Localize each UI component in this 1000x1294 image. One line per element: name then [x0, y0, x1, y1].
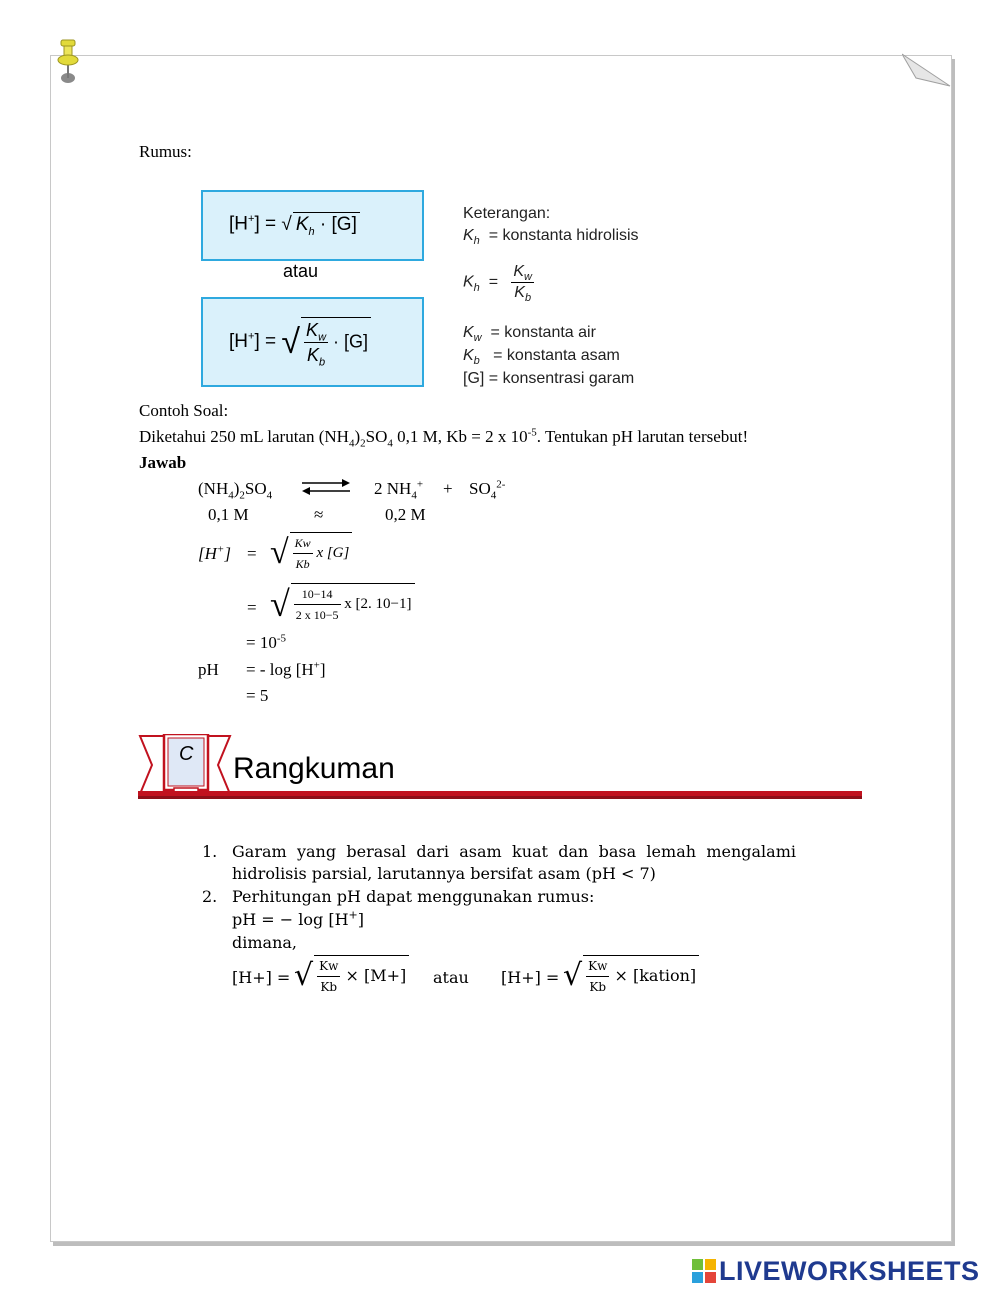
sum-f1-num: Kw [317, 956, 340, 977]
rumus-label: Rumus: [139, 142, 192, 161]
box1-eq: ] = [254, 213, 277, 235]
keterangan-title: Keterangan: [463, 205, 551, 222]
q-p5: SO [365, 427, 388, 446]
page-curl-icon [902, 52, 952, 88]
keterangan-kb [463, 346, 620, 366]
section-letter: C [179, 743, 194, 765]
equilibrium-arrow-icon [300, 478, 352, 496]
summary-formula1-lhs: [H+] = [232, 968, 291, 987]
summary-item2-line3: dimana, [232, 933, 297, 952]
summary-formula2-root: √ $\frac{Kw}{Kb}$ × [kation] [563, 955, 699, 997]
sum-f1-rest: × [M+] [345, 966, 407, 985]
ket-kb-b: b [524, 292, 532, 305]
calc-xg: x [G] [316, 544, 350, 561]
sum-f1-den: Kb [320, 980, 338, 994]
sum-f2-num: Kw [586, 956, 609, 977]
q-p3: ) [354, 427, 361, 446]
ket-k1: K [463, 227, 474, 244]
summary-item2-num: 2. [202, 887, 218, 906]
keterangan-kh [463, 226, 639, 246]
box2-plus: + [248, 330, 255, 343]
box2-h: [H [229, 331, 248, 353]
box2-w-sub: w [318, 331, 327, 344]
ket-kb-text: = konstanta asam [493, 347, 620, 364]
ket-kb-k: K [514, 284, 525, 301]
keterangan-g: [G] = konsentrasi garam [463, 370, 635, 387]
summary-formula2-lhs: [H+] = [501, 968, 560, 987]
ket-k4: K [463, 347, 474, 364]
summary-item2-line2: pH = − log [H+] [232, 908, 365, 929]
atau-label-box: atau [283, 261, 319, 281]
box2-b-sub: b [318, 356, 326, 369]
keterangan-kh-formula [463, 262, 534, 303]
calc-res-exp: -5 [276, 632, 287, 645]
contoh-soal-question [139, 426, 749, 450]
calc-num2: 10−14 [294, 584, 341, 605]
calc-kb: Kb [295, 557, 310, 571]
q-p1: Diketahui 250 mL larutan (NH [139, 427, 349, 446]
ket-eq: = [488, 273, 499, 291]
summary-item1-line2: hidrolisis parsial, larutannya bersifat asam (pH < 7) [232, 864, 656, 883]
box2-eq: ] = [254, 331, 277, 353]
ket-k3: K [463, 324, 474, 341]
ket-h2: h [473, 281, 480, 294]
summary-item2-line1: Perhitungan pH dapat menggunakan rumus: [232, 887, 595, 906]
ph-close: ] [319, 660, 326, 679]
keterangan-kw [463, 323, 596, 343]
calc-eq2: = [247, 598, 257, 617]
conc-product: 0,2 M [385, 505, 426, 524]
formula-box-kh: [H+] = √ $K_h \cdot [G]$ [201, 190, 424, 261]
q-p2: 4 [348, 437, 355, 450]
ket-kh-text: = konstanta hidrolisis [488, 227, 639, 244]
calc-sqrt2: √ $\frac{10-14}{2 x 10-5}$ x [2. 10−1] [270, 583, 415, 625]
liveworksheets-logo-icon[interactable] [692, 1259, 716, 1283]
formula-box-kw-kb: [H+] = √ $\frac{K_w}{K_b}$ · [G] [201, 297, 424, 387]
q-p8: . Tentukan pH larutan tersebut! [536, 427, 749, 446]
calc-res: = 10 [246, 633, 277, 652]
reaction-product1: 2 $NH_4^+$ [374, 478, 424, 502]
section-title: Rangkuman [233, 752, 395, 785]
summary-atau: atau [433, 968, 469, 987]
sum-f2-den: Kb [589, 980, 607, 994]
calc-result [246, 633, 286, 653]
ph-label: pH [198, 660, 219, 679]
calc-eq1: = [247, 544, 257, 563]
sum-f2-rest: × [kation] [614, 966, 697, 985]
ket-k2: K [463, 273, 474, 291]
ket-h1: h [473, 235, 480, 248]
ket-w3: w [473, 332, 482, 345]
box1-g: · [G] [319, 214, 357, 235]
contoh-soal-label: Contoh Soal: [139, 401, 229, 420]
ph-eq: = - log [H [246, 660, 314, 679]
sum-ph: pH = − log [H [232, 910, 349, 929]
calc-den2: 2 x 10−5 [295, 608, 339, 622]
box2-kb: K [306, 345, 319, 365]
q-p6: 4 [387, 437, 393, 450]
ph-formula: = - log [H+] [246, 659, 326, 679]
calc-x2: x [2. 10−1] [344, 595, 412, 612]
q-p4: 2 [360, 437, 366, 450]
q-exp: -5 [527, 426, 537, 439]
conc-approx: ≈ [314, 505, 324, 524]
conc-reactant: 0,1 M [208, 505, 249, 524]
summary-item1-line1: Garam yang berasal dari asam kuat dan basa lemah mengalami [232, 842, 796, 861]
ket-kw-w: w [524, 271, 532, 284]
summary-formula1-root: √ $\frac{Kw}{Kb}$ × [M+] [294, 955, 409, 997]
box2-g: · [G] [333, 331, 369, 352]
ket-kw-text: = konstanta air [490, 324, 596, 341]
ket-b4: b [473, 355, 480, 368]
ket-kw-k: K [513, 263, 525, 280]
reaction-reactant: $(NH_4)_2SO_4$ [198, 479, 273, 502]
box1-plus: + [248, 213, 255, 226]
reaction-plus: + [443, 479, 453, 498]
q-p7: 0,1 M, Kb = 2 x 10 [392, 427, 528, 446]
calc-h-lhs: [H+] [198, 543, 231, 563]
box1-h-sub: h [308, 225, 315, 238]
liveworksheets-brand[interactable]: LIVEWORKSHEETS [719, 1256, 980, 1286]
pushpin-icon [56, 38, 80, 84]
box1-h: [H [229, 213, 248, 235]
calc-sqrt1: √ $\frac{Kw}{Kb}$ x [G] [270, 532, 352, 574]
sum-ph-close: ] [357, 910, 365, 929]
box1-k: K [295, 214, 309, 235]
ph-result: = 5 [246, 686, 269, 705]
box2-kw: K [306, 320, 319, 340]
reaction-product2: $SO_4^{2-}$ [469, 478, 506, 502]
calc-kw: Kw [293, 533, 313, 554]
summary-item1-num: 1. [202, 842, 218, 861]
jawab-label: Jawab [139, 453, 187, 472]
